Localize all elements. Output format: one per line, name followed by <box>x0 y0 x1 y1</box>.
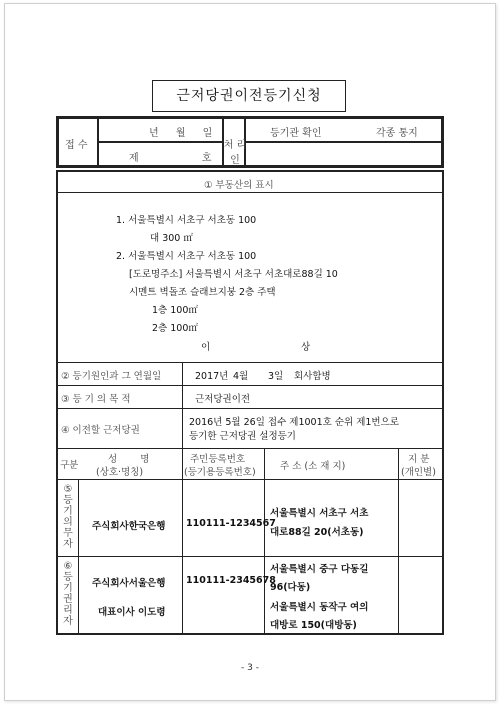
property-line-4: [도로명주소] 서울특별시 서초구 서초대로88길 10 <box>129 269 338 280</box>
divider <box>264 448 265 633</box>
cause-day: 3일 <box>268 371 284 382</box>
divider <box>58 556 442 557</box>
divider <box>58 408 442 409</box>
check-label: 등기관 확인 <box>270 128 322 139</box>
col-id-top: 주민등록번호 <box>190 454 246 465</box>
cause-year: 2017년 <box>195 371 229 382</box>
end-mark-right: 상 <box>301 342 311 353</box>
divider <box>58 448 442 449</box>
obligor-label-text: ⑤ 등 기 의 무 자 <box>63 484 73 550</box>
obligee-id: 110111-2345678 <box>186 575 276 586</box>
check-cell <box>245 118 442 142</box>
receipt-label: 접 수 <box>65 140 88 151</box>
purpose-label: ③ 등 기 의 목 적 <box>61 394 131 405</box>
check-blank-cell <box>245 142 442 166</box>
divider <box>398 448 399 633</box>
form-title: 근저당권이전등기신청 <box>152 80 346 112</box>
cause-reason: 회사합병 <box>294 371 331 382</box>
divider <box>182 448 183 633</box>
obligee-address-1: 서울특별시 중구 다동길 <box>270 564 369 575</box>
obligee-label-text: ⑥ 등 기 권 리 자 <box>63 561 73 627</box>
obligee-name: 주식회사서울은행 <box>92 578 166 589</box>
col-share-bottom: (개인별) <box>401 467 436 478</box>
property-line-6: 1층 100㎡ <box>152 305 198 316</box>
obligor-address-2: 대로88길 20(서초동) <box>270 527 364 538</box>
main-form-table <box>56 170 444 635</box>
transfer-line-1: 2016년 5월 26일 접수 제1001호 순위 제1번으로 <box>189 417 399 428</box>
notice-label: 각종 통지 <box>376 128 418 139</box>
col-name-top: 성 명 <box>108 454 150 465</box>
obligor-id: 110111-1234567 <box>186 518 276 529</box>
divider <box>182 362 183 448</box>
end-mark-left: 이 <box>201 342 211 353</box>
number-cell <box>98 142 223 166</box>
obligee-address-4: 대방로 150(대방동) <box>270 620 357 631</box>
col-category: 구분 <box>60 460 79 471</box>
obligee-address-2: 96(다동) <box>270 582 311 593</box>
property-line-1: 1. 서울특별시 서초구 서초동 100 <box>116 215 257 226</box>
transfer-line-2: 등기한 근저당권 설정등기 <box>189 431 296 442</box>
receipt-header-table <box>56 116 444 168</box>
divider <box>78 479 79 633</box>
divider <box>58 192 442 193</box>
divider <box>58 362 442 363</box>
property-line-5: 시멘트 벽돌조 슬래브지붕 2층 주택 <box>129 287 276 298</box>
page-number: - 3 - <box>241 663 259 673</box>
processor-label: 처 리 인 <box>223 140 247 166</box>
property-section-title: ① 부동산의 표시 <box>204 180 274 191</box>
receipt-label-cell <box>58 118 98 166</box>
number-label: 제 호 <box>129 153 212 164</box>
property-line-2: 대 300 ㎡ <box>150 233 193 244</box>
purpose-value: 근저당권이전 <box>195 394 251 405</box>
date-label: 년 월 일 <box>149 128 213 139</box>
col-name-bottom: (상호·명칭) <box>96 467 144 478</box>
col-id-bottom: (등기용등록번호) <box>184 467 256 478</box>
obligor-address-1: 서울특별시 서초구 서초 <box>270 508 369 519</box>
obligor-name: 주식회사한국은행 <box>92 521 166 532</box>
obligor-label <box>62 484 74 550</box>
obligee-address-3: 서울특별시 동작구 여의 <box>270 602 369 613</box>
date-cell <box>98 118 223 142</box>
cause-label: ② 등기원인과 그 연월일 <box>61 371 162 382</box>
cause-month: 4월 <box>233 371 249 382</box>
transfer-label: ④ 이전할 근저당권 <box>61 425 140 436</box>
divider <box>58 385 442 386</box>
obligee-label <box>62 561 74 627</box>
col-share-top: 지 분 <box>408 454 430 465</box>
obligee-representative: 대표이사 이도령 <box>98 607 166 618</box>
col-address: 주 소 (소 재 지) <box>280 461 346 472</box>
processor-label-cell <box>223 118 245 166</box>
divider <box>58 479 442 480</box>
property-line-3: 2. 서울특별시 서초구 서초동 100 <box>116 251 257 262</box>
property-line-7: 2층 100㎡ <box>152 323 198 334</box>
